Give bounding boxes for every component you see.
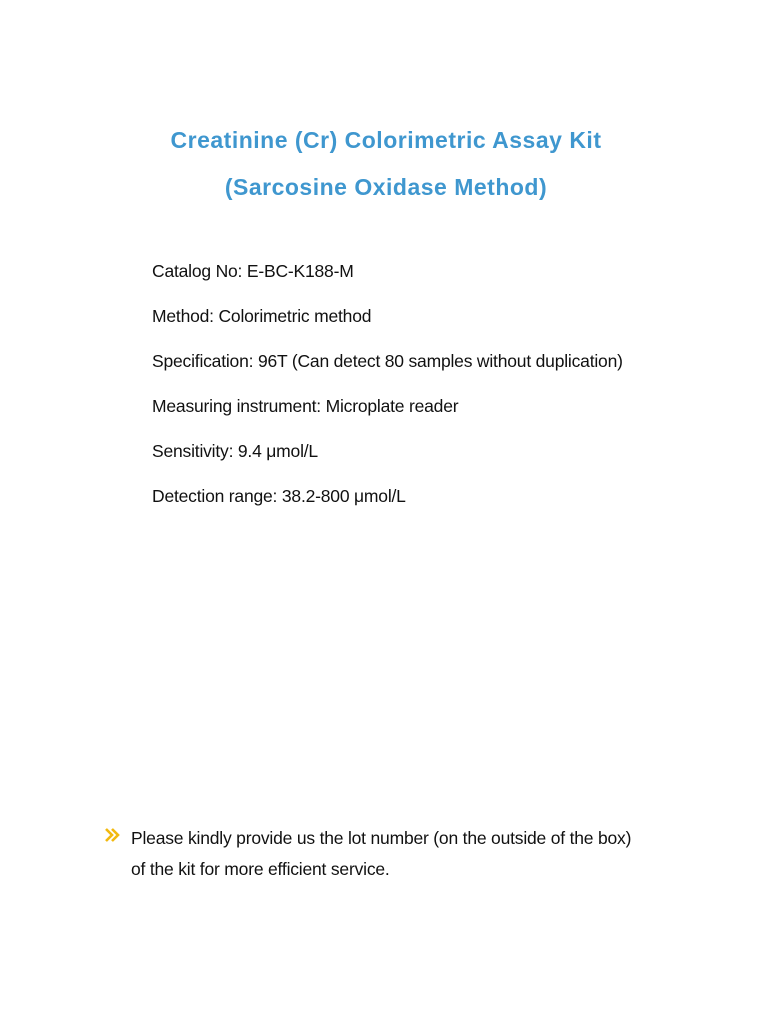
specification: Specification: 96T (Can detect 80 samples without duplication) — [152, 351, 623, 371]
notice-line-1: Please kindly provide us the lot number (on the outside of the box) — [131, 828, 632, 848]
notice-text — [131, 823, 631, 885]
catalog-number: Catalog No: E-BC-K188-M — [152, 261, 354, 281]
product-specs-list — [152, 258, 623, 528]
document-title: Creatinine (Cr) Colorimetric Assay Kit — [170, 127, 602, 153]
sensitivity: Sensitivity: 9.4 μmol/L — [152, 441, 318, 461]
detection-range: Detection range: 38.2-800 μmol/L — [152, 486, 406, 506]
notice-line-2: of the kit for more efficient service. — [131, 859, 390, 879]
measuring-instrument: Measuring instrument: Microplate reader — [152, 396, 459, 416]
document-subtitle: (Sarcosine Oxidase Method) — [224, 174, 548, 200]
method: Method: Colorimetric method — [152, 306, 372, 326]
double-chevron-right-icon — [104, 827, 120, 843]
